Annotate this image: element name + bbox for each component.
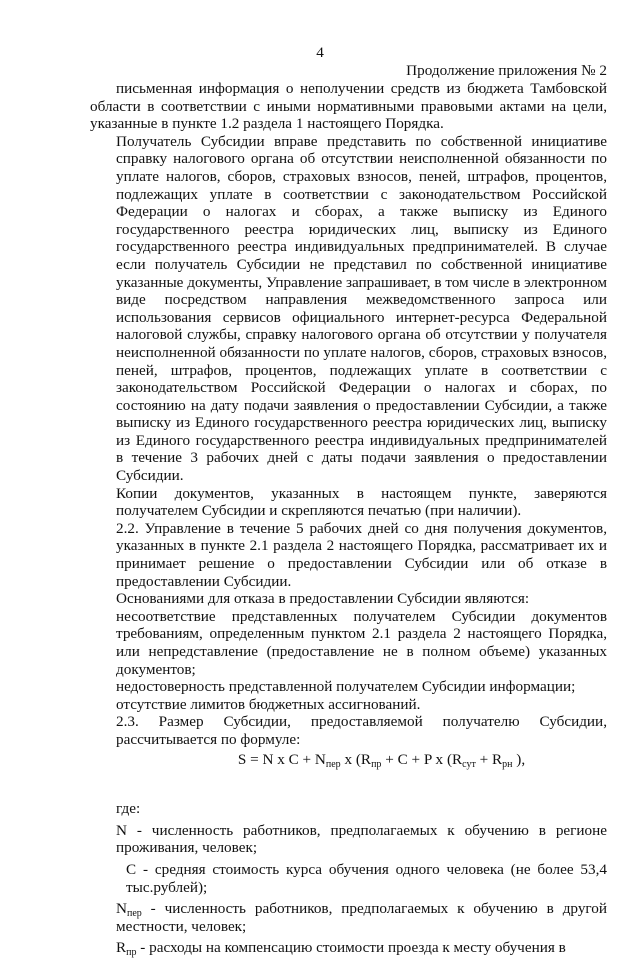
definition-item: $N_{пер}$ - численность работников, предполагаемых к обучению в другой местности, человек;	[116, 900, 607, 935]
paragraph: письменная информация о неполучении средств из бюджета Тамбовской области в соответствии с иными нормативными правовыми актами на цели, указанные в пункте 1.2 раздела 1 настоящего Порядка.	[90, 80, 607, 133]
where-label: где:	[116, 800, 141, 818]
paragraph: 2.2. Управление в течение 5 рабочих дней со дня получения документов, указанных в пункте 2.1 раздела 2 настоящего Порядка, рассматривает их и принимает решение о предоставлении Субсидии или об отказе в предоставлении Субсидии.	[116, 519, 607, 590]
appendix-heading: Продолжение приложения № 2	[406, 62, 607, 79]
paragraph: Копии документов, указанных в настоящем пункте, заверяются получателем Субсидии и скрепляются печатью (при наличии).	[116, 484, 607, 520]
definition-item: C - средняя стоимость курса обучения одного человека (не более 53,4 тыс.рублей);	[126, 860, 607, 896]
page-number: 4	[316, 44, 324, 61]
subsidy-formula: S = N x $C + N_{пер}$ x ($R_{пр} + C + P$ x ($R_{сут} + R_{рн}$ ),	[237, 750, 526, 770]
document-body	[90, 80, 607, 958]
paragraph: Получатель Субсидии вправе представить по собственной инициативе справку налогового органа об отсутствии неисполненной обязанности по уплате налогов, сборов, страховых взносов, пеней, штрафов, процентов, подлежащих уплате в соответствии с законодательством Российской Федерации о налогах и сборах, а также выписку из Единого государственного реестра юридических лиц, выписку из Единого государственного реестра индивидуальных предпринимателей. В случае если получатель Субсидии не представил по собственной инициативе указанные документы, Управление запрашивает, в том числе в электронном виде посредством направления межведомственного запроса или использования сервисов официального интернет-ресурса Федеральной налоговой службы, справку налогового органа об отсутствии у получателя неисполненной обязанности по уплате налогов, сборов, страховых взносов, пеней, штрафов, процентов, подлежащих уплате в соответствии с законодательством Российской Федерации о налогах и сборах, по состоянию на дату подачи заявления о предоставлении Субсидии, а также выписку из Единого государственного реестра юридических лиц, выписку из Единого государственного реестра индивидуальных предпринимателей в течение 3 рабочих дней с даты подачи заявления о предоставлении Субсидии.	[116, 132, 607, 485]
paragraph: Основаниями для отказа в предоставлении Субсидии являются:	[116, 590, 530, 608]
paragraph: недостоверность представленной получателем Субсидии информации;	[116, 678, 576, 696]
definition-item: $R_{пр}$ - расходы на компенсацию стоимости проезда к месту обучения в	[116, 939, 566, 958]
paragraph: отсутствие лимитов бюджетных ассигнований.	[116, 695, 421, 713]
paragraph: 2.3. Размер Субсидии, предоставляемой получателю Субсидии, рассчитывается по формуле:	[116, 713, 607, 748]
definition-item: N - численность работников, предполагаемых к обучению в регионе проживания, человек;	[116, 821, 607, 857]
paragraph: несоответствие представленных получателем Субсидии документов требованиям, определенным пунктом 2.1 раздела 2 настоящего Порядка, или непредставление (предоставление не в полном объеме) указанных документов;	[116, 607, 607, 678]
